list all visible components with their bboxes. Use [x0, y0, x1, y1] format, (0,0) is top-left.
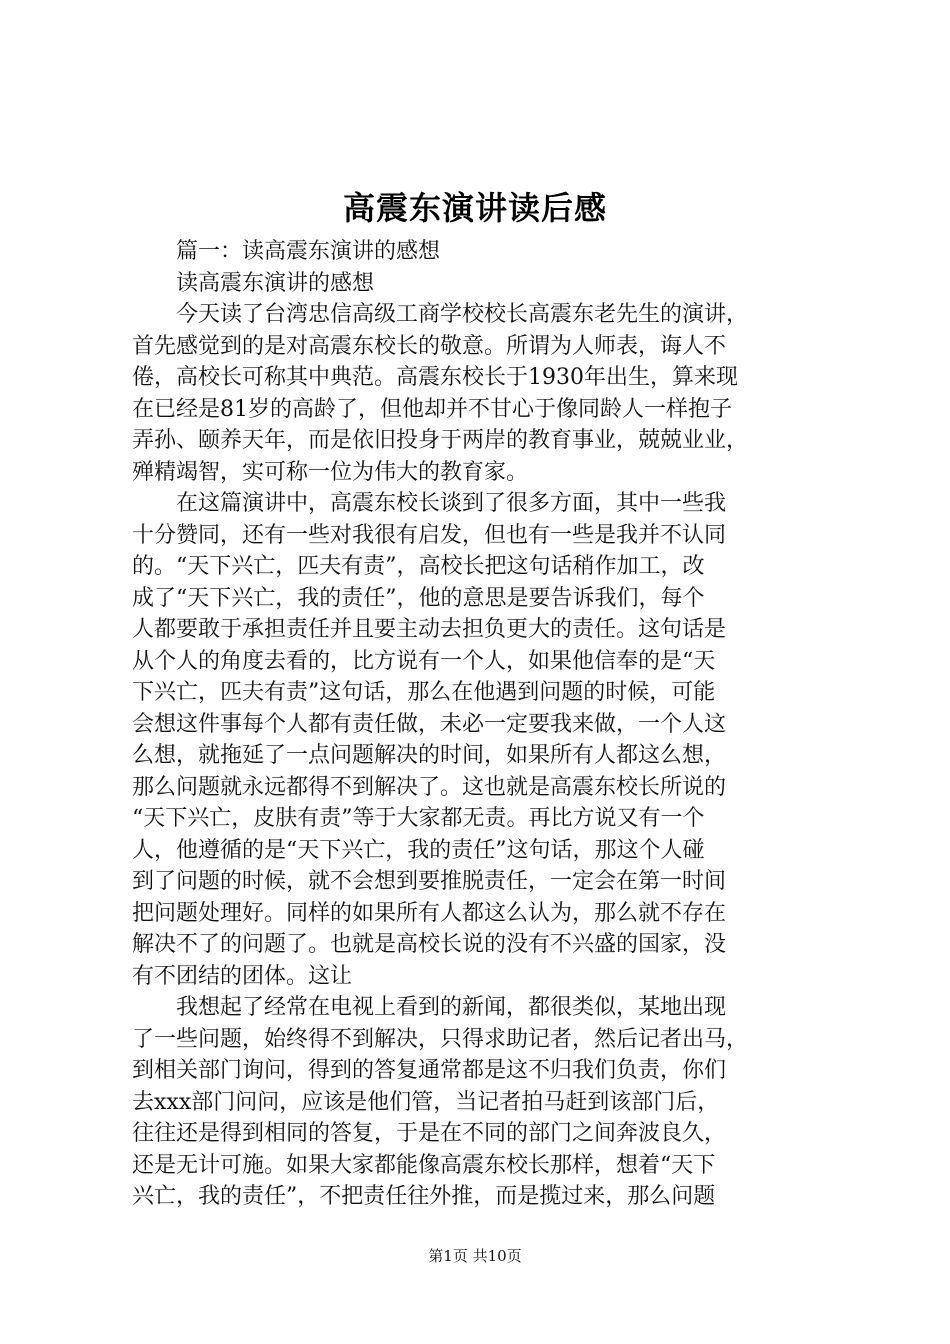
body-line: 么想，就拖延了一点问题解决的时间，如果所有人都这么想， — [132, 743, 727, 768]
body-line: 成了“天下兴亡，我的责任”，他的意思是要告诉我们，每个 — [132, 585, 705, 611]
body-line: 有不团结的团体。这让 — [132, 963, 353, 989]
body-line: 人，他遵循的是“天下兴亡，我的责任”这句话，那这个人碰 — [132, 837, 705, 863]
body-line: 从个人的角度去看的，比方说有一个人，如果他信奉的是“天 — [132, 648, 716, 674]
body-line: 在已经是81岁的高龄了，但他却并不甘心于像同龄人一样抱子 — [132, 396, 732, 422]
body-line: 解决不了的问题了。也就是高校长说的没有不兴盛的国家，没 — [132, 932, 727, 957]
body-line: 在这篇演讲中，高震东校长谈到了很多方面，其中一些我 — [176, 491, 727, 516]
body-line: 读高震东演讲的感想 — [176, 270, 375, 296]
document-title: 高震东演讲读后感 — [342, 189, 607, 227]
body-line: 往往还是得到相同的答复，于是在不同的部门之间奔波良久， — [132, 1121, 727, 1146]
body-line: 把问题处理好。同样的如果所有人都这么认为，那么就不存在 — [132, 900, 727, 926]
body-line: 那么问题就永远都得不到解决了。这也就是高震东校长所说的 — [132, 774, 727, 800]
body-line: 首先感觉到的是对高震东校长的敬意。所谓为人师表，诲人不 — [132, 333, 727, 359]
body-line: 殚精竭智，实可称一位为伟大的教育家。 — [132, 459, 529, 485]
body-line: 会想这件事每个人都有责任做，未必一定要我来做，一个人这 — [132, 711, 727, 737]
body-line: 到相关部门询问，得到的答复通常都是这不归我们负责，你们 — [132, 1058, 727, 1083]
body-line: 倦，高校长可称其中典范。高震东校长于1930年出生，算来现 — [132, 365, 738, 390]
body-line: 下兴亡，匹夫有责”这句话，那么在他遇到问题的时候，可能 — [132, 680, 716, 705]
page-indicator: 第1页 共10页 — [428, 1247, 522, 1265]
body-line: 兴亡，我的责任”，不把责任往外推，而是揽过来，那么问题 — [132, 1184, 716, 1209]
body-line: 去xxx部门问问，应该是他们管，当记者拍马赶到该部门后， — [132, 1089, 720, 1115]
body-line: “天下兴亡，皮肤有责”等于大家都无责。再比方说又有一个 — [132, 806, 705, 831]
document-body — [132, 236, 832, 1213]
body-line: 弄孙、颐养天年，而是依旧投身于两岸的教育事业，兢兢业业， — [132, 428, 749, 453]
body-line: 我想起了经常在电视上看到的新闻，都很类似，某地出现 — [176, 995, 727, 1020]
body-line: 篇一：读高震东演讲的感想 — [176, 239, 441, 264]
body-line: 十分赞同，还有一些对我很有启发，但也有一些是我并不认同 — [132, 522, 727, 548]
body-line: 今天读了台湾忠信高级工商学校校长高震东老先生的演讲， — [176, 302, 749, 327]
body-line: 到了问题的时候，就不会想到要推脱责任，一定会在第一时间 — [132, 869, 727, 894]
body-line: 人都要敢于承担责任并且要主动去担负更大的责任。这句话是 — [132, 617, 727, 642]
body-line: 的。“天下兴亡，匹夫有责”，高校长把这句话稍作加工，改 — [132, 554, 705, 579]
body-line: 还是无计可施。如果大家都能像高震东校长那样，想着“天下 — [132, 1152, 716, 1178]
body-line: 了一些问题，始终得不到解决，只得求助记者，然后记者出马， — [132, 1026, 749, 1052]
